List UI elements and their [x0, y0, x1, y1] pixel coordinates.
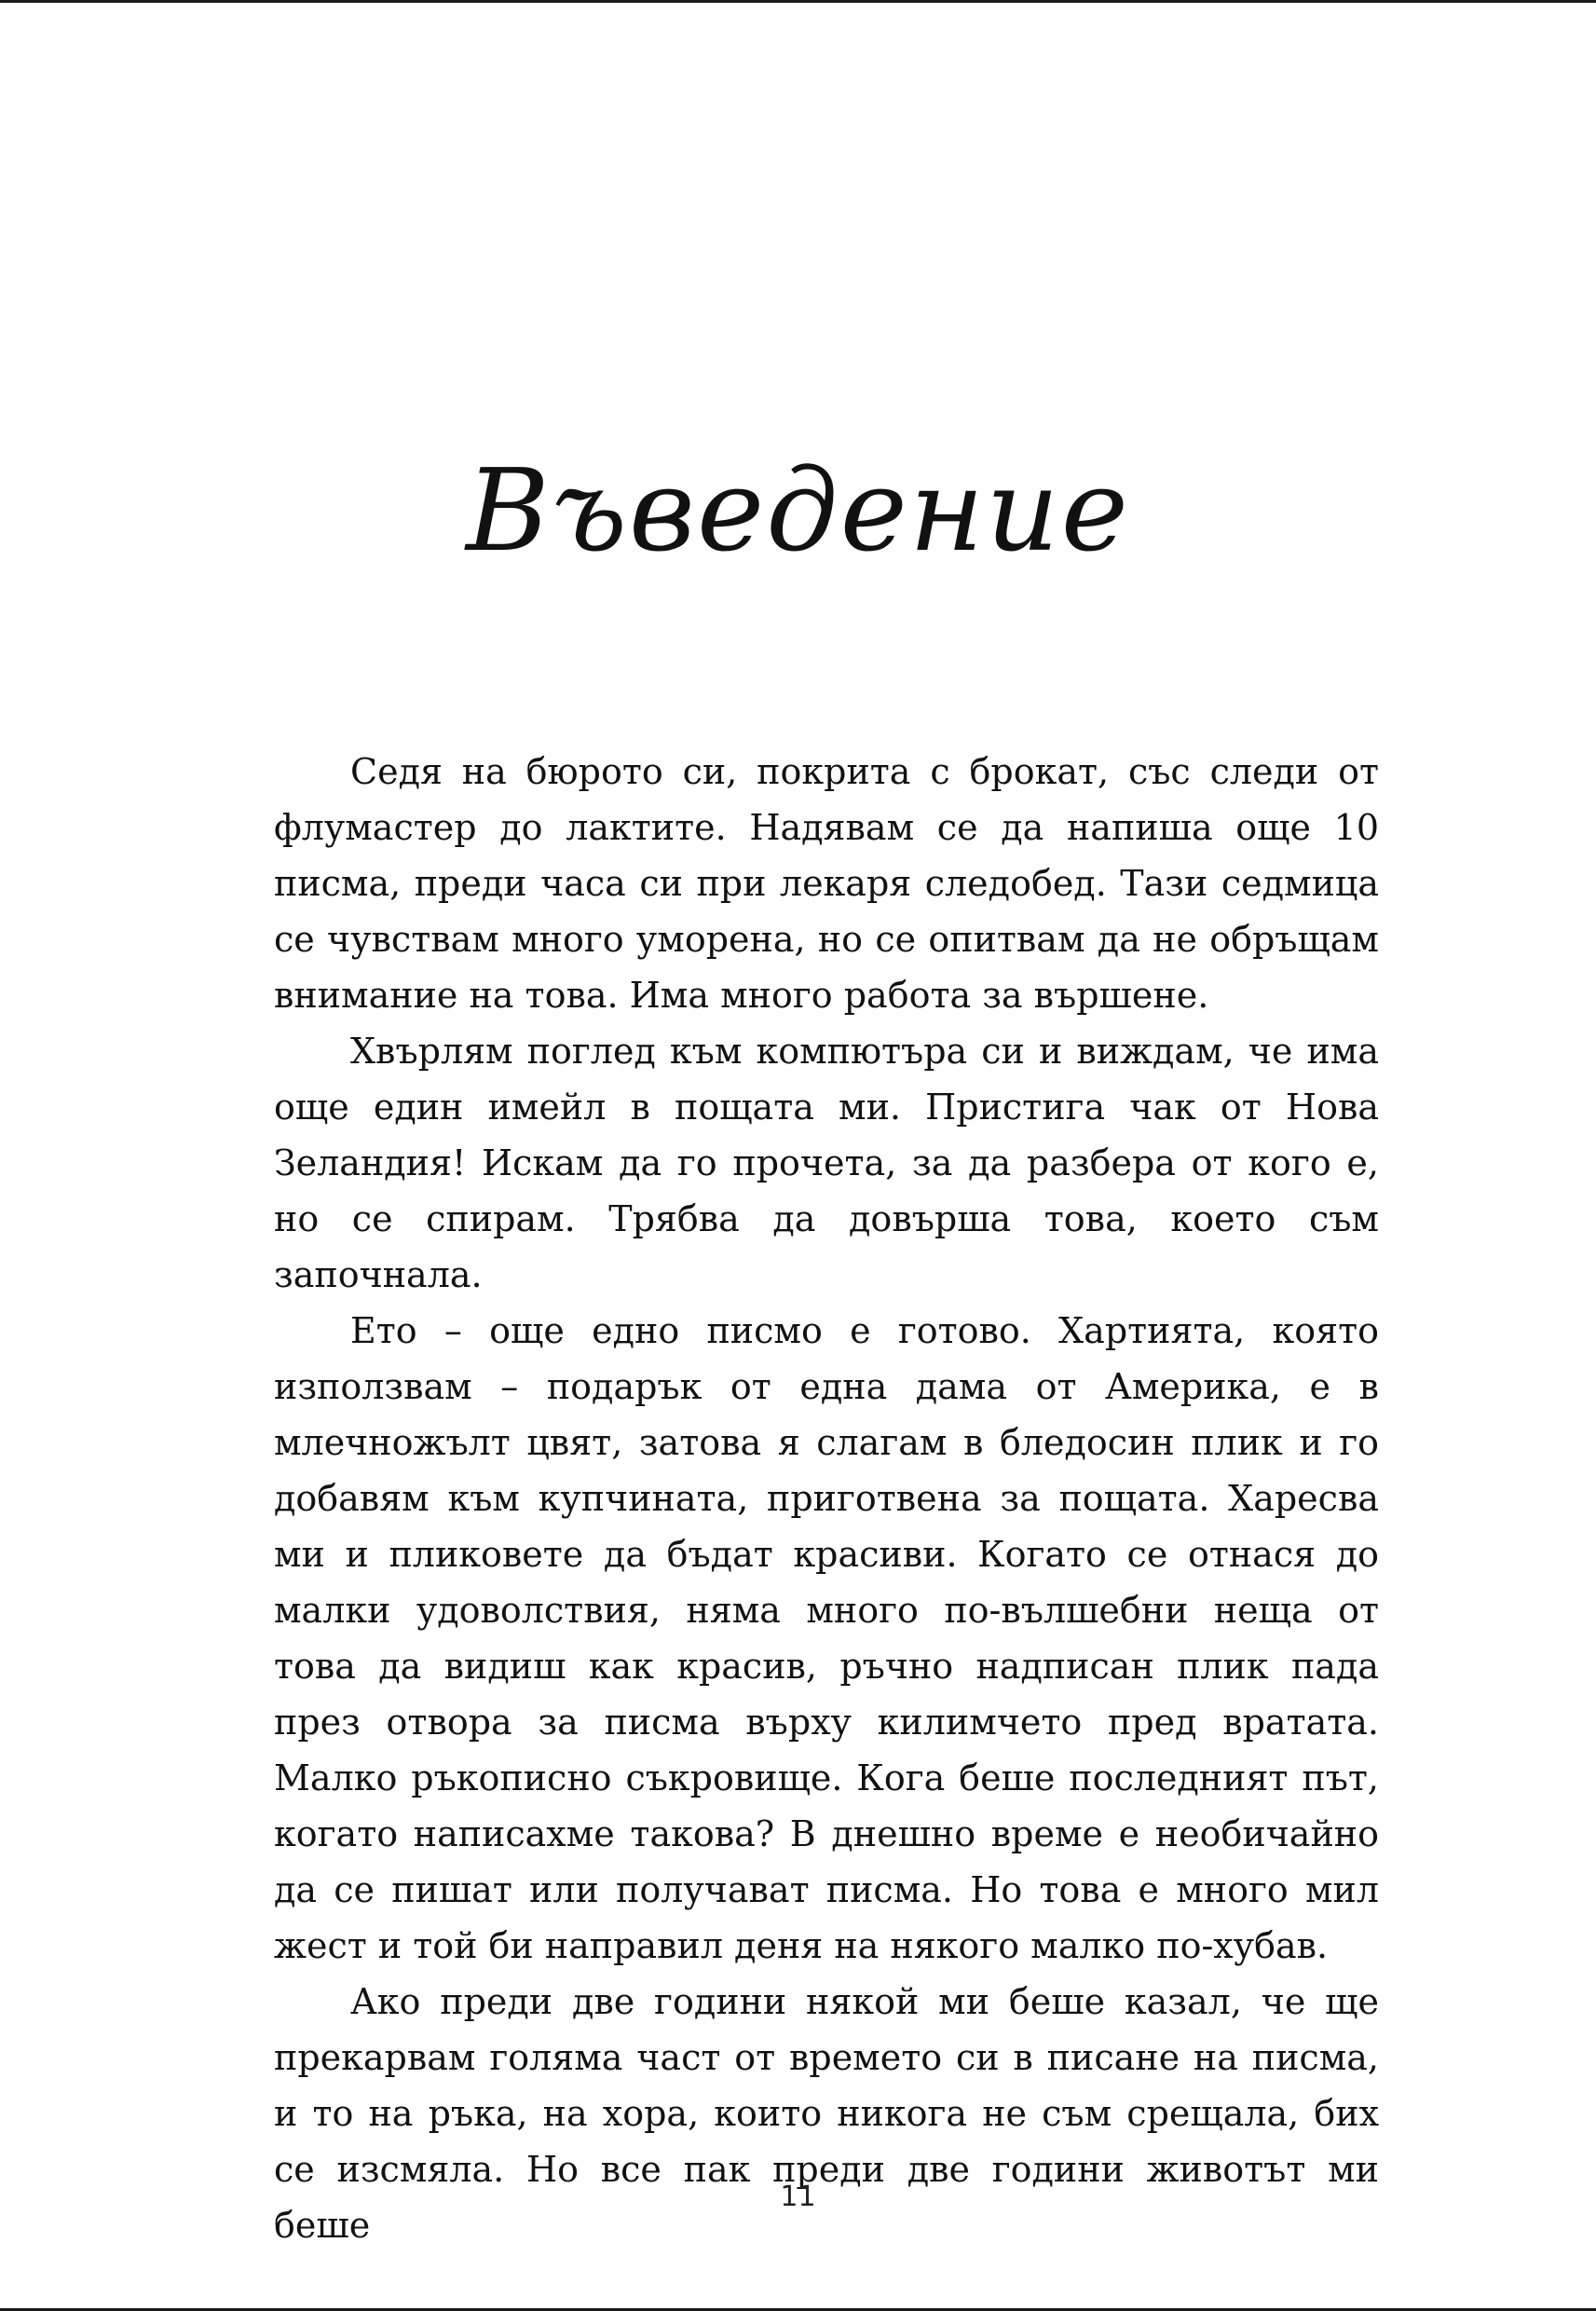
paragraph: Седя на бюрото си, покрита с брокат, със следи от флумастер до лактите. Надявам се да напиша още 10 писма, преди часа си при лекаря следобед. Тази седмица се чувствам много уморена, но се опитвам да не обръщам внимание на това. Има много работа за вършене.: [274, 751, 1379, 1016]
paragraph: Хвърлям поглед към компютъра си и виждам, че има още един имейл в пощата ми. Пристига чак от Нова Зеландия! Искам да го прочета, за да разбера от кого е, но се спирам. Трябва да довърша това, което съм започнала.: [274, 1031, 1379, 1295]
chapter-title: Въведение: [466, 444, 1130, 577]
paragraph: Ако преди две години някой ми беше казал, че ще прекарвам голяма част от времето си в писане на писма, и то на ръка, на хора, които никога не съм срещала, бих се изсмяла. Но все пак преди две години животът ми беше: [274, 1981, 1379, 2246]
chapter-body: [274, 744, 1379, 2253]
page-number: 11: [780, 2181, 816, 2213]
paragraph: Ето – още едно писмо е готово. Хартията, която използвам – подарък от една дама от Америка, е в млечножълт цвят, затова я слагам в бледосин плик и го добавям към купчината, приготвена за пощата. Харесва ми и пликовете да бъдат красиви. Когато се отнася до малки удоволствия, няма много по-вълшебни неща от това да видиш как красив, ръчно надписан плик пада през отвора за писма върху килимчето пред вратата. Малко ръкописно съкровище. Кога беше последният път, когато написахме такова? В днешно време е необичайно да се пишат или получават писма. Но това е много мил жест и той би направил деня на някого малко по-хубав.: [274, 1310, 1379, 1966]
